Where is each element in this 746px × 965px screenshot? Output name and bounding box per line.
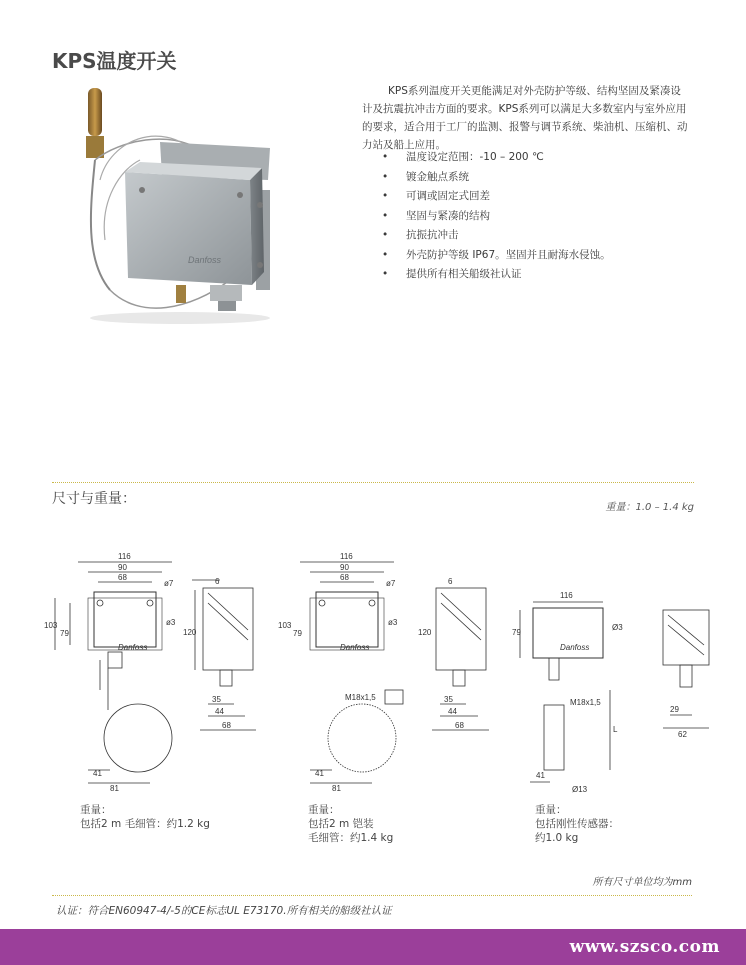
- dim-44: 44: [215, 707, 224, 716]
- dim-d3: ø3: [388, 618, 398, 627]
- feature-list: [382, 148, 611, 285]
- dim-120: 120: [183, 628, 197, 637]
- feature-item: • 外壳防护等级 IP67。坚固并且耐海水侵蚀。: [382, 246, 611, 266]
- dim-68: 68: [340, 573, 349, 582]
- dim-103: 103: [44, 621, 58, 630]
- dim-41: 41: [536, 771, 545, 780]
- certification-note: 认证：符合EN60947-4/-5的CE标志UL E73170.所有相关的船级社认证: [56, 905, 392, 917]
- feature-item: • 抗振抗冲击: [382, 226, 611, 246]
- dim-41: 41: [93, 769, 102, 778]
- footer-bar: [0, 929, 746, 965]
- drawing-front-armoured: [278, 552, 403, 793]
- dim-62: 62: [678, 730, 687, 739]
- units-note: 所有尺寸单位均为mm: [592, 877, 692, 888]
- website-link[interactable]: www.szsco.com: [569, 937, 720, 957]
- danfoss-logo: Danfoss: [188, 255, 222, 265]
- dimensions-section-title: 尺寸与重量：: [52, 491, 136, 507]
- dim-41: 41: [315, 769, 324, 778]
- dim-116: 116: [560, 591, 573, 600]
- drawing-side-armoured: [418, 577, 489, 730]
- dim-81: 81: [110, 784, 119, 793]
- dim-68-side: 68: [222, 721, 231, 730]
- weight-caption-armoured: 重量： 包括2 m 铠装 毛细管：约1.4 kg: [308, 804, 394, 844]
- dim-103: 103: [278, 621, 292, 630]
- dim-d7: ø7: [164, 579, 174, 588]
- drawing-logo: Danfoss: [340, 643, 370, 652]
- dim-m18: M18x1,5: [345, 693, 376, 702]
- dim-120: 120: [418, 628, 432, 637]
- feature-item: • 温度设定范围：-10 – 200 ℃: [382, 148, 611, 168]
- drawing-front-capillary: [44, 552, 176, 793]
- weight-caption-capillary: 重量： 包括2 m 毛细管：约1.2 kg: [80, 804, 210, 830]
- page-title: KPS温度开关: [52, 49, 177, 73]
- dim-44: 44: [448, 707, 457, 716]
- dim-79: 79: [512, 628, 521, 637]
- dim-79: 79: [293, 629, 302, 638]
- dim-90: 90: [118, 563, 127, 572]
- product-photo: [80, 80, 280, 325]
- weight-range-note: 重量：1.0 – 1.4 kg: [605, 502, 694, 513]
- dim-d3-rigid: Ø3: [612, 623, 623, 632]
- dim-35: 35: [444, 695, 453, 704]
- drawing-front-rigid: [512, 591, 623, 794]
- drawing-side-rigid: [663, 610, 709, 739]
- dim-116: 116: [340, 552, 353, 561]
- dim-m18: M18x1,5: [570, 698, 601, 707]
- section-divider: [52, 482, 694, 483]
- drawing-side-capillary: [183, 577, 256, 730]
- section-divider: [52, 895, 692, 896]
- dim-L: L: [613, 725, 618, 734]
- dimension-drawings: [0, 540, 746, 800]
- dim-35: 35: [212, 695, 221, 704]
- dim-81: 81: [332, 784, 341, 793]
- dim-d7: ø7: [386, 579, 396, 588]
- dim-6: 6: [215, 577, 220, 586]
- dim-68-side: 68: [455, 721, 464, 730]
- dim-90: 90: [340, 563, 349, 572]
- dim-68: 68: [118, 573, 127, 582]
- feature-item: • 镀金触点系统: [382, 168, 611, 188]
- dim-29: 29: [670, 705, 679, 714]
- feature-item: • 提供所有相关船级社认证: [382, 265, 611, 285]
- dim-116: 116: [118, 552, 131, 561]
- dim-6: 6: [448, 577, 453, 586]
- dim-79: 79: [60, 629, 69, 638]
- feature-item: • 坚固与紧凑的结构: [382, 207, 611, 227]
- dim-d3: ø3: [166, 618, 176, 627]
- feature-item: • 可调或固定式回差: [382, 187, 611, 207]
- intro-paragraph: KPS系列温度开关更能满足对外壳防护等级、结构坚固及紧凑设计及抗震抗冲击方面的要求。KPS系列可以满足大多数室内与室外应用的要求，适合用于工厂的监测、报警与调节系统、柴油机、压缩机、动力站及船上应用。: [362, 85, 688, 151]
- weight-caption-rigid: 重量： 包括刚性传感器： 约1.0 kg: [535, 804, 619, 844]
- drawing-logo: Danfoss: [560, 643, 590, 652]
- drawing-logo: Danfoss: [118, 643, 148, 652]
- dim-d13: Ø13: [572, 785, 588, 794]
